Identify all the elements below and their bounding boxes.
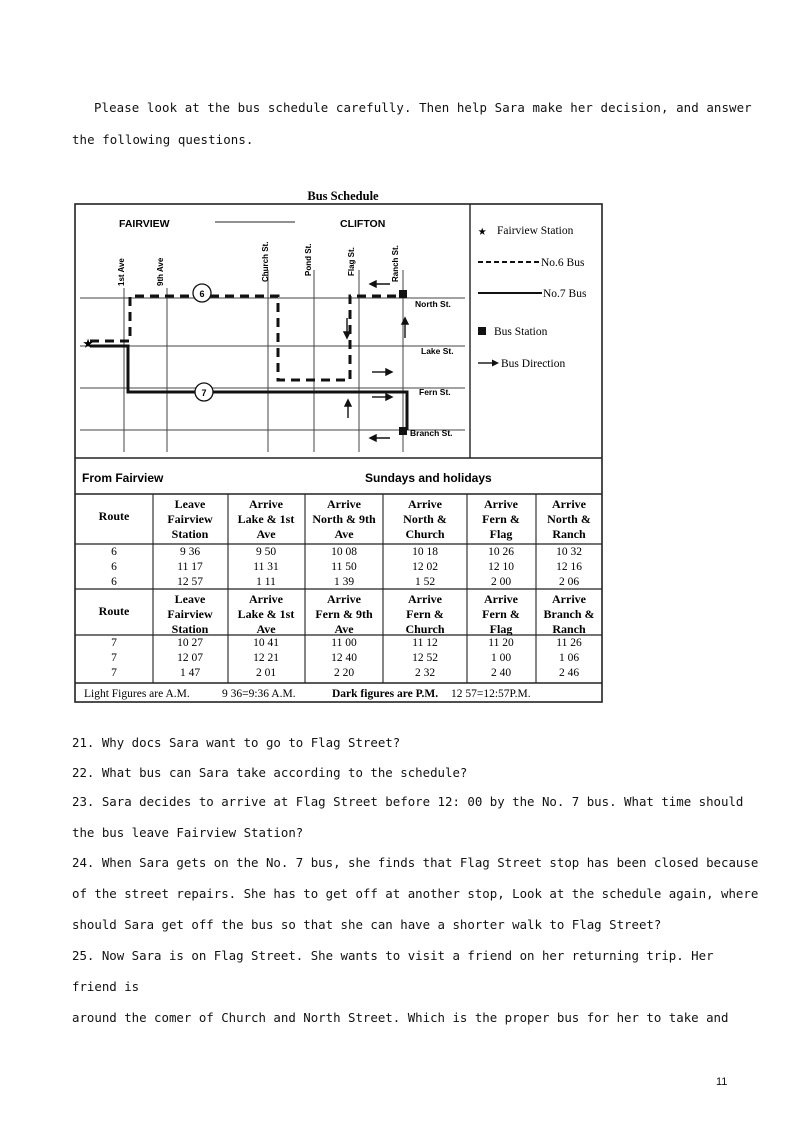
- avenue-label-pond: Pond St.: [304, 243, 313, 276]
- fairview-station-star-icon: ★: [82, 332, 94, 353]
- route7-cell: 2 40: [490, 667, 512, 679]
- route6-cell: 12 16: [556, 561, 582, 573]
- route6-header-2: Arrive Lake & 1st Ave: [237, 497, 295, 541]
- table-left-title: From Fairview: [82, 471, 164, 485]
- route6-cell: 12 02: [412, 561, 438, 573]
- route6-cell: 12 10: [488, 561, 514, 573]
- question-line: should Sara get off the bus so that she can have a shorter walk to Flag Street?: [72, 917, 662, 932]
- route7-cell: 11 00: [331, 637, 357, 649]
- svg-text:7: 7: [201, 388, 207, 398]
- route6-cell: 9 36: [179, 546, 201, 558]
- svg-text:6: 6: [199, 289, 205, 299]
- route7-cell: 2 46: [558, 667, 580, 679]
- route-6-path: [90, 296, 403, 380]
- legend-bus-station: Bus Station: [494, 326, 548, 338]
- legend-bus6: No.6 Bus: [541, 257, 585, 269]
- question-line: 24. When Sara gets on the No. 7 bus, she finds that Flag Street stop has been closed because: [72, 855, 759, 870]
- branch-ranch-bus-station-icon: [399, 427, 407, 435]
- route6-cell: 6: [111, 561, 117, 573]
- schedule-table: [75, 471, 602, 700]
- route6-header-route: Route: [98, 509, 130, 523]
- route6-cell: 1 11: [256, 576, 276, 588]
- area-clifton: CLIFTON: [340, 218, 386, 230]
- route7-cell: 11 20: [488, 637, 514, 649]
- legend-direction: Bus Direction: [501, 358, 566, 370]
- route6-cell: 2 00: [490, 576, 512, 588]
- route6-cell: 1 52: [414, 576, 436, 588]
- route7-cell: 11 26: [556, 637, 582, 649]
- table-right-title: Sundays and holidays: [365, 471, 492, 485]
- street-label-north: North St.: [415, 299, 451, 309]
- route7-cell: 12 40: [331, 652, 357, 664]
- legend-bus-station-icon: [478, 327, 486, 335]
- route7-cell: 1 00: [490, 652, 512, 664]
- route7-header-route: Route: [98, 604, 130, 618]
- route6-cell: 11 31: [253, 561, 279, 573]
- route7-cell: 2 20: [333, 667, 355, 679]
- legend-station: Fairview Station: [497, 225, 574, 237]
- route6-cell: 10 26: [488, 546, 514, 558]
- route6-header-3: Arrive North & 9th Ave: [312, 497, 376, 541]
- route6-cell: 11 50: [331, 561, 357, 573]
- intro-line-1: Please look at the bus schedule carefully. Then help Sara make her decision, and answer: [94, 100, 752, 115]
- question-line: the bus leave Fairview Station?: [72, 825, 304, 840]
- route-map: [80, 218, 465, 452]
- route6-header-1: Leave Fairview Station: [167, 497, 213, 541]
- route7-cell: 10 27: [177, 637, 203, 649]
- route7-cell: 7: [111, 652, 117, 664]
- street-label-branch: Branch St.: [410, 428, 453, 438]
- street-label-lake: Lake St.: [421, 346, 454, 356]
- north-ranch-bus-station-icon: [399, 290, 407, 298]
- route7-cell: 12 21: [253, 652, 279, 664]
- route6-cell: 9 50: [255, 546, 277, 558]
- route7-cell: 12 52: [412, 652, 438, 664]
- footnote-dark: Dark figures are P.M.: [332, 688, 439, 700]
- route6-cell: 12 57: [177, 576, 203, 588]
- route7-header-6: Arrive Branch & Ranch: [543, 592, 595, 636]
- route7-header-1: Leave Fairview Station: [167, 592, 213, 636]
- route7-header-3: Arrive Fern & 9th Ave: [315, 592, 373, 636]
- intro-line-2: the following questions.: [72, 132, 254, 147]
- route7-cell: 7: [111, 637, 117, 649]
- route6-cell: 6: [111, 576, 117, 588]
- route7-header-4: Arrive Fern & Church: [405, 592, 445, 636]
- route6-cell: 6: [111, 546, 117, 558]
- route6-cell: 10 18: [412, 546, 438, 558]
- route6-header-5: Arrive Fern & Flag: [482, 497, 520, 541]
- question-line: of the street repairs. She has to get off at another stop, Look at the schedule again, where: [72, 886, 759, 901]
- area-fairview: FAIRVIEW: [119, 218, 170, 230]
- question-line: around the comer of Church and North Street. Which is the proper bus for her to take and: [72, 1010, 729, 1025]
- route6-header-4: Arrive North & Church: [403, 497, 447, 541]
- route7-cell: 2 01: [255, 667, 277, 679]
- figure-title: Bus Schedule: [307, 189, 379, 203]
- route7-cell: 7: [111, 667, 117, 679]
- page-number: 11: [716, 1076, 728, 1088]
- legend-bus7: No.7 Bus: [543, 288, 587, 300]
- route7-cell: 11 12: [412, 637, 438, 649]
- direction-arrows: [344, 281, 408, 441]
- question-line: 21. Why docs Sara want to go to Flag Street?: [72, 735, 401, 750]
- street-label-fern: Fern St.: [419, 387, 451, 397]
- route6-cell: 2 06: [558, 576, 580, 588]
- question-line: friend is: [72, 979, 140, 994]
- route7-cell: 1 06: [558, 652, 580, 664]
- avenue-label-church: Church St.: [261, 241, 270, 282]
- footnote-dark-example: 12 57=12:57P.M.: [451, 688, 531, 700]
- route6-cell: 10 08: [331, 546, 357, 558]
- route6-cell: 1 39: [333, 576, 355, 588]
- route6-header-6: Arrive North & Ranch: [547, 497, 591, 541]
- route6-cell: 11 17: [177, 561, 203, 573]
- route7-cell: 2 32: [414, 667, 436, 679]
- route7-header-2: Arrive Lake & 1st Ave: [237, 592, 295, 636]
- footnote-light-example: 9 36=9:36 A.M.: [222, 688, 296, 700]
- route6-cell: 10 32: [556, 546, 582, 558]
- legend-star-icon: ★: [478, 223, 487, 239]
- avenue-label-ranch: Ranch St.: [391, 245, 400, 282]
- question-line: 22. What bus can Sara take according to the schedule?: [72, 765, 468, 780]
- route7-cell: 10 41: [253, 637, 279, 649]
- route7-header-5: Arrive Fern & Flag: [482, 592, 520, 636]
- avenue-label-1st: 1st Ave: [117, 258, 126, 286]
- route7-cell: 1 47: [179, 667, 201, 679]
- avenue-label-9th: 9th Ave: [156, 257, 165, 286]
- map-legend: [478, 223, 587, 370]
- footnote-light: Light Figures are A.M.: [84, 688, 190, 700]
- question-line: 25. Now Sara is on Flag Street. She wants to visit a friend on her returning trip. Her: [72, 948, 714, 963]
- avenue-label-flag: Flag St.: [347, 247, 356, 276]
- route7-cell: 12 07: [177, 652, 203, 664]
- question-line: 23. Sara decides to arrive at Flag Street before 12: 00 by the No. 7 bus. What time should: [72, 794, 744, 809]
